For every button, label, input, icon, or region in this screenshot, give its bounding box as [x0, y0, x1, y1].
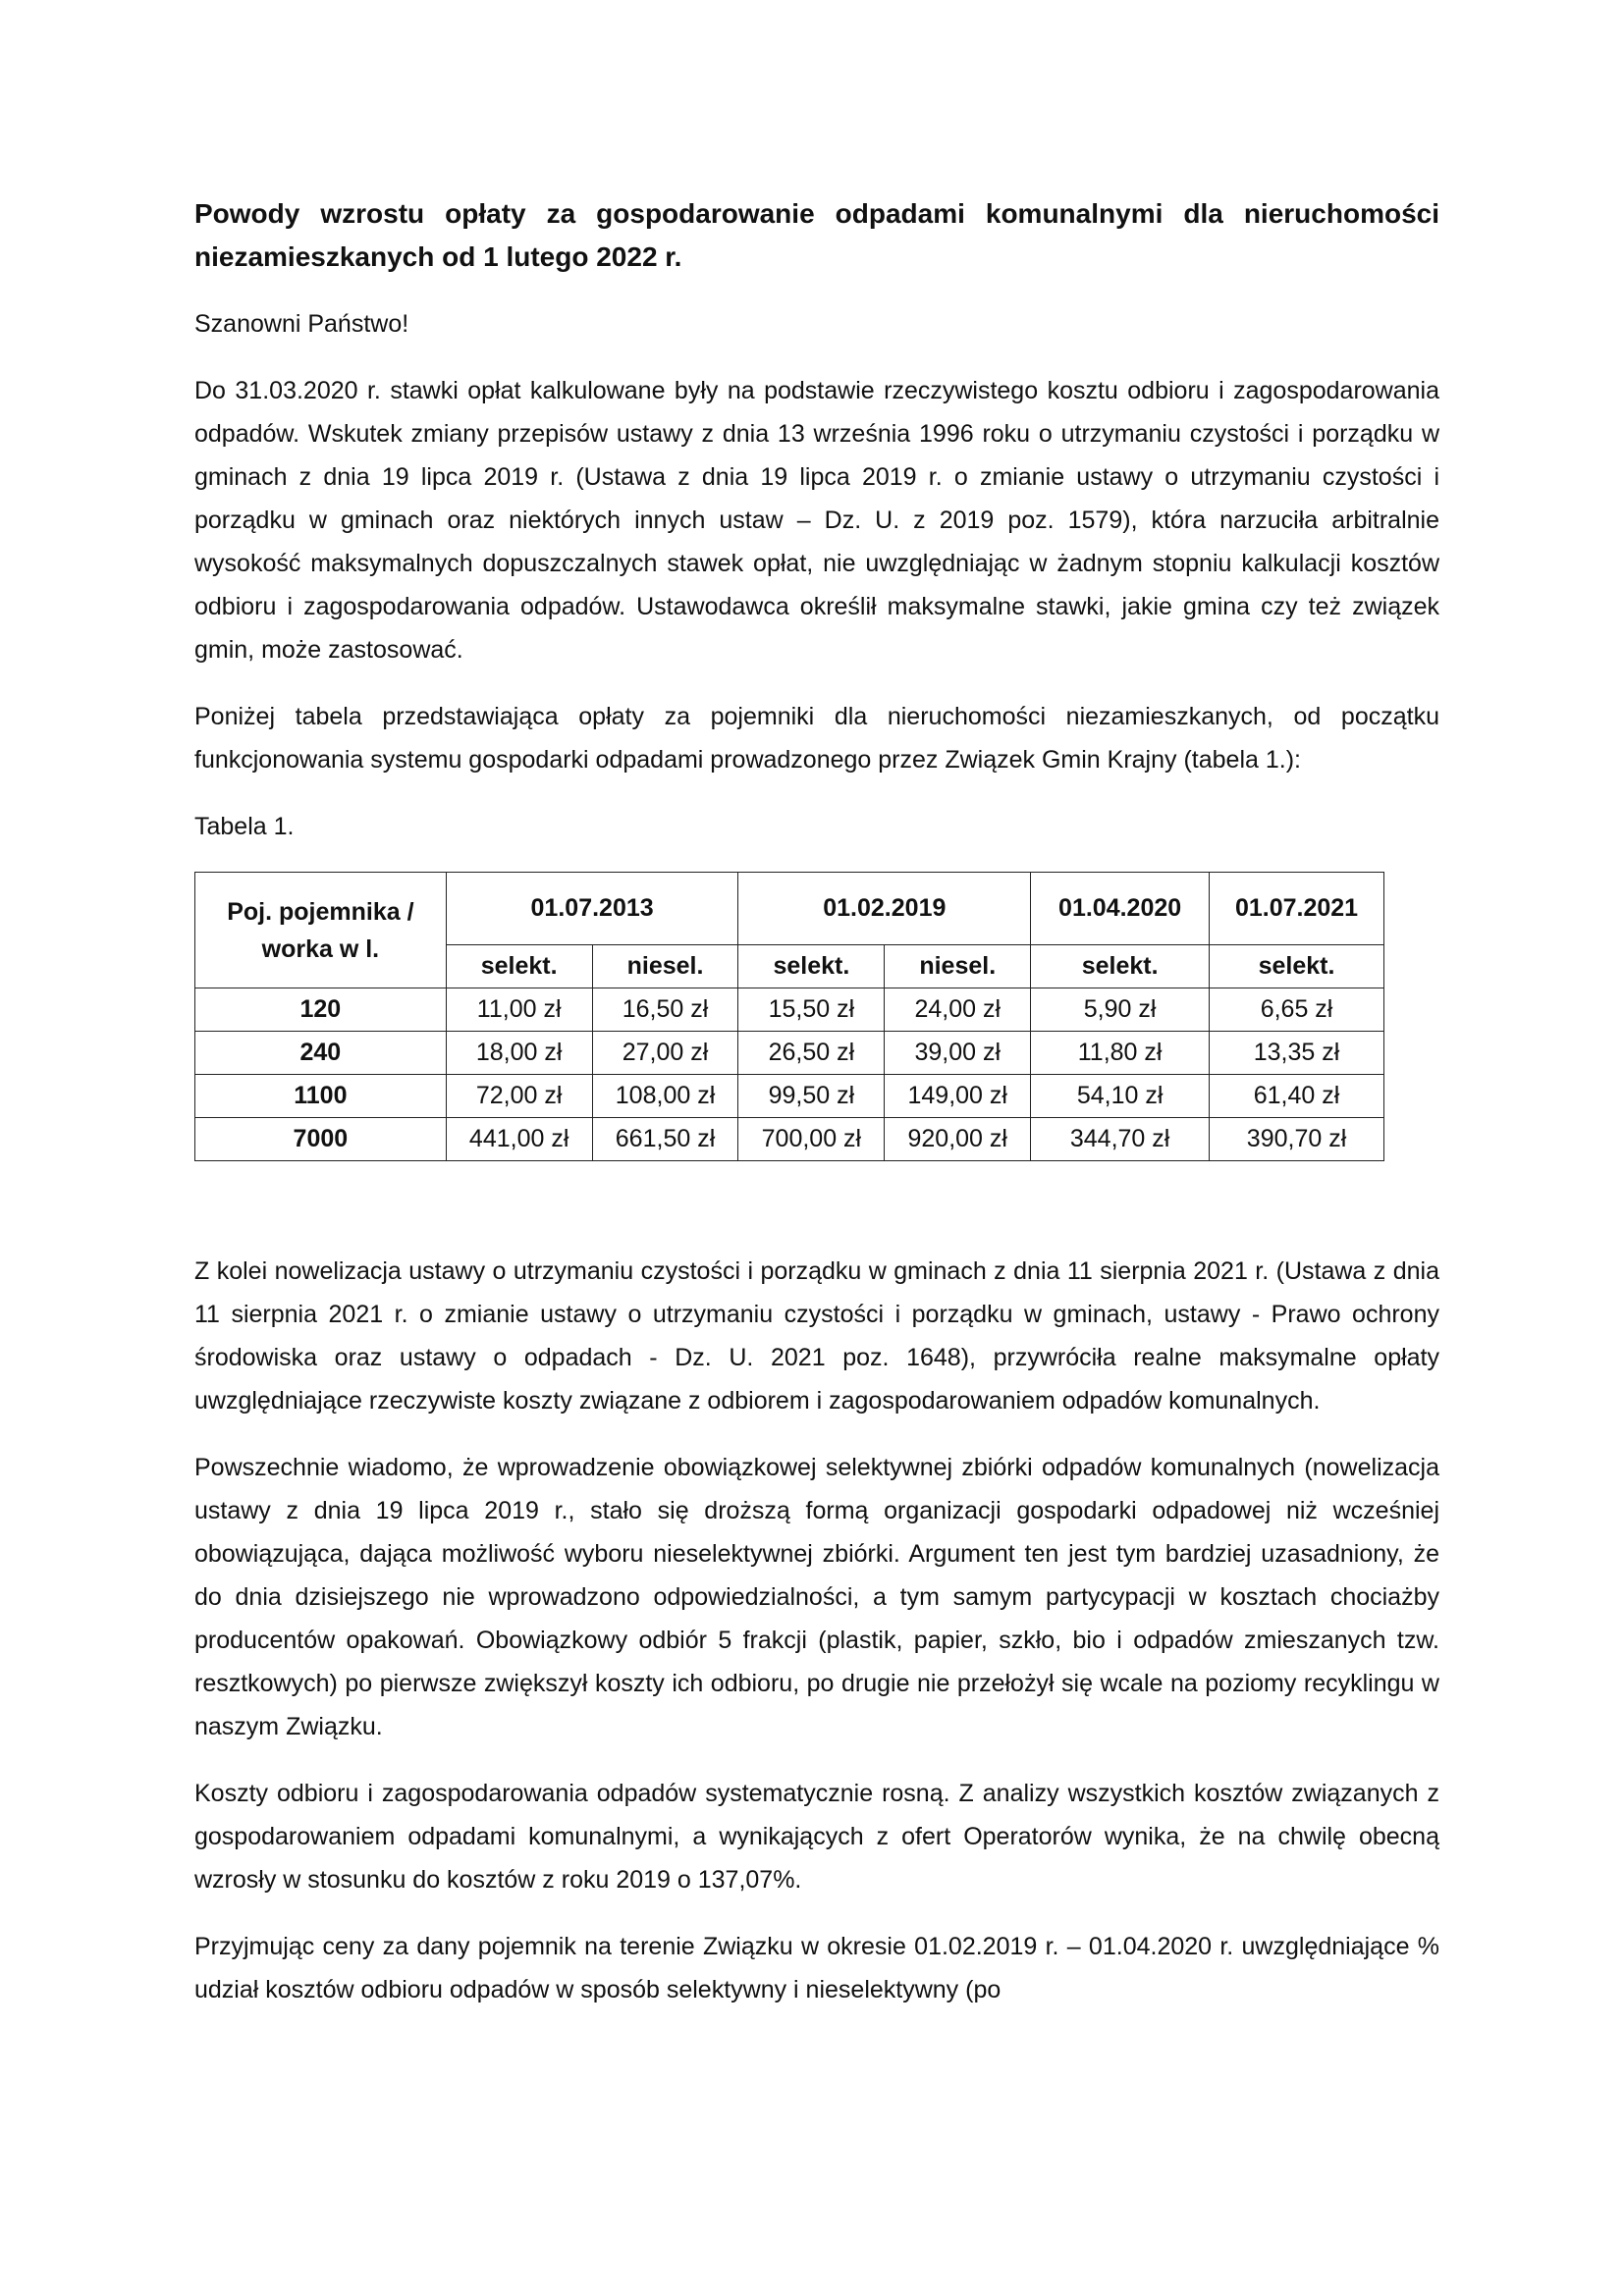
value-cell: 149,00 zł	[885, 1075, 1031, 1118]
value-cell: 920,00 zł	[885, 1118, 1031, 1161]
size-cell: 240	[195, 1032, 447, 1075]
value-cell: 18,00 zł	[446, 1032, 592, 1075]
paragraph-pricing: Przyjmując ceny za dany pojemnik na terenie Związku w okresie 01.02.2019 r. – 01.04.2020 r. uwzględniające % udział kosztów odbioru odpadów w sposób selektywny i nieselektywny (po	[194, 1933, 1439, 2003]
value-cell: 72,00 zł	[446, 1075, 592, 1118]
paragraph-cost-increase: Koszty odbioru i zagospodarowania odpadów systematycznie rosną. Z analizy wszystkich kosztów związanych z gospodarowaniem odpadami komunalnymi, a wynikających z ofert Operatorów wynika, że na chwilę obecną wzrosły w stosunku do kosztów z roku 2019 o 137,07%.	[194, 1780, 1439, 1894]
document-title: Powody wzrostu opłaty za gospodarowanie odpadami komunalnymi dla nieruchomości niezamieszkanych od 1 lutego 2022 r.	[194, 198, 1439, 272]
value-cell: 441,00 zł	[446, 1118, 592, 1161]
table-row	[195, 1118, 1384, 1161]
subheader-cell: selekt.	[738, 945, 885, 988]
greeting: Szanowni Państwo!	[194, 310, 409, 338]
paragraph-table-intro: Poniżej tabela przedstawiająca opłaty za pojemniki dla nieruchomości niezamieszkanych, od początku funkcjonowania systemu gospodarki odpadami prowadzonego przez Związek Gmin Krajny (tabela 1.):	[194, 703, 1439, 774]
table-row	[195, 1075, 1384, 1118]
period-header: 01.02.2019	[738, 873, 1031, 945]
value-cell: 27,00 zł	[592, 1032, 738, 1075]
value-cell: 54,10 zł	[1031, 1075, 1210, 1118]
size-cell: 1100	[195, 1075, 447, 1118]
value-cell: 661,50 zł	[592, 1118, 738, 1161]
value-cell: 39,00 zł	[885, 1032, 1031, 1075]
table-caption: Tabela 1.	[194, 813, 295, 840]
table-row	[195, 1032, 1384, 1075]
size-cell: 120	[195, 988, 447, 1032]
paragraph-intro: Do 31.03.2020 r. stawki opłat kalkulowane były na podstawie rzeczywistego kosztu odbioru i zagospodarowania odpadów. Wskutek zmiany przepisów ustawy z dnia 13 września 1996 roku o utrzymaniu czystości i porządku w gminach z dnia 19 lipca 2019 r. (Ustawa z dnia 19 lipca 2019 r. o zmianie ustawy o utrzymaniu czystości i porządku w gminach oraz niektórych innych ustaw – Dz. U. z 2019 poz. 1579), która narzuciła arbitralnie wysokość maksymalnych dopuszczalnych stawek opłat, nie uwzględniając w żadnym stopniu kalkulacji kosztów odbioru i zagospodarowania odpadów. Ustawodawca określił maksymalne stawki, jakie gmina czy też związek gmin, może zastosować.	[194, 377, 1439, 664]
subheader-cell: niesel.	[885, 945, 1031, 988]
value-cell: 24,00 zł	[885, 988, 1031, 1032]
size-column-header: Poj. pojemnika / worka w l.	[195, 873, 447, 988]
table-header-row	[195, 873, 1384, 945]
rates-table	[194, 872, 1384, 1161]
size-cell: 7000	[195, 1118, 447, 1161]
value-cell: 108,00 zł	[592, 1075, 738, 1118]
value-cell: 700,00 zł	[738, 1118, 885, 1161]
period-header: 01.07.2013	[446, 873, 738, 945]
value-cell: 61,40 zł	[1210, 1075, 1384, 1118]
document-page	[194, 192, 1439, 2035]
value-cell: 11,00 zł	[446, 988, 592, 1032]
value-cell: 16,50 zł	[592, 988, 738, 1032]
value-cell: 344,70 zł	[1031, 1118, 1210, 1161]
value-cell: 6,65 zł	[1210, 988, 1384, 1032]
subheader-cell: niesel.	[592, 945, 738, 988]
value-cell: 13,35 zł	[1210, 1032, 1384, 1075]
value-cell: 15,50 zł	[738, 988, 885, 1032]
period-header: 01.07.2021	[1210, 873, 1384, 945]
paragraph-selective-collection: Powszechnie wiadomo, że wprowadzenie obowiązkowej selektywnej zbiórki odpadów komunalnych (nowelizacja ustawy z dnia 19 lipca 2019 r., stało się droższą formą organizacji gospodarki odpadowej niż wcześniej obowiązująca, dająca możliwość wyboru nieselektywnej zbiórki. Argument ten jest tym bardziej uzasadniony, że do dnia dzisiejszego nie wprowadzono odpowiedzialności, a tym samym partycypacji w kosztach chociażby producentów opakowań. Obowiązkowy odbiór 5 frakcji (plastik, papier, szkło, bio i odpadów zmieszanych tzw. resztkowych) po pierwsze zwiększył koszty ich odbioru, po drugie nie przełożył się wcale na poziomy recyklingu w naszym Związku.	[194, 1454, 1439, 1740]
value-cell: 26,50 zł	[738, 1032, 885, 1075]
value-cell: 5,90 zł	[1031, 988, 1210, 1032]
value-cell: 99,50 zł	[738, 1075, 885, 1118]
subheader-cell: selekt.	[446, 945, 592, 988]
table-row	[195, 988, 1384, 1032]
value-cell: 11,80 zł	[1031, 1032, 1210, 1075]
period-header: 01.04.2020	[1031, 873, 1210, 945]
subheader-cell: selekt.	[1031, 945, 1210, 988]
subheader-cell: selekt.	[1210, 945, 1384, 988]
paragraph-amendment: Z kolei nowelizacja ustawy o utrzymaniu czystości i porządku w gminach z dnia 11 sierpnia 2021 r. (Ustawa z dnia 11 sierpnia 2021 r. o zmianie ustawy o utrzymaniu czystości i porządku w gminach, ustawy - Prawo ochrony środowiska oraz ustawy o odpadach - Dz. U. 2021 poz. 1648), przywróciła realne maksymalne opłaty uwzględniające rzeczywiste koszty związane z odbiorem i zagospodarowaniem odpadów komunalnych.	[194, 1257, 1439, 1415]
value-cell: 390,70 zł	[1210, 1118, 1384, 1161]
